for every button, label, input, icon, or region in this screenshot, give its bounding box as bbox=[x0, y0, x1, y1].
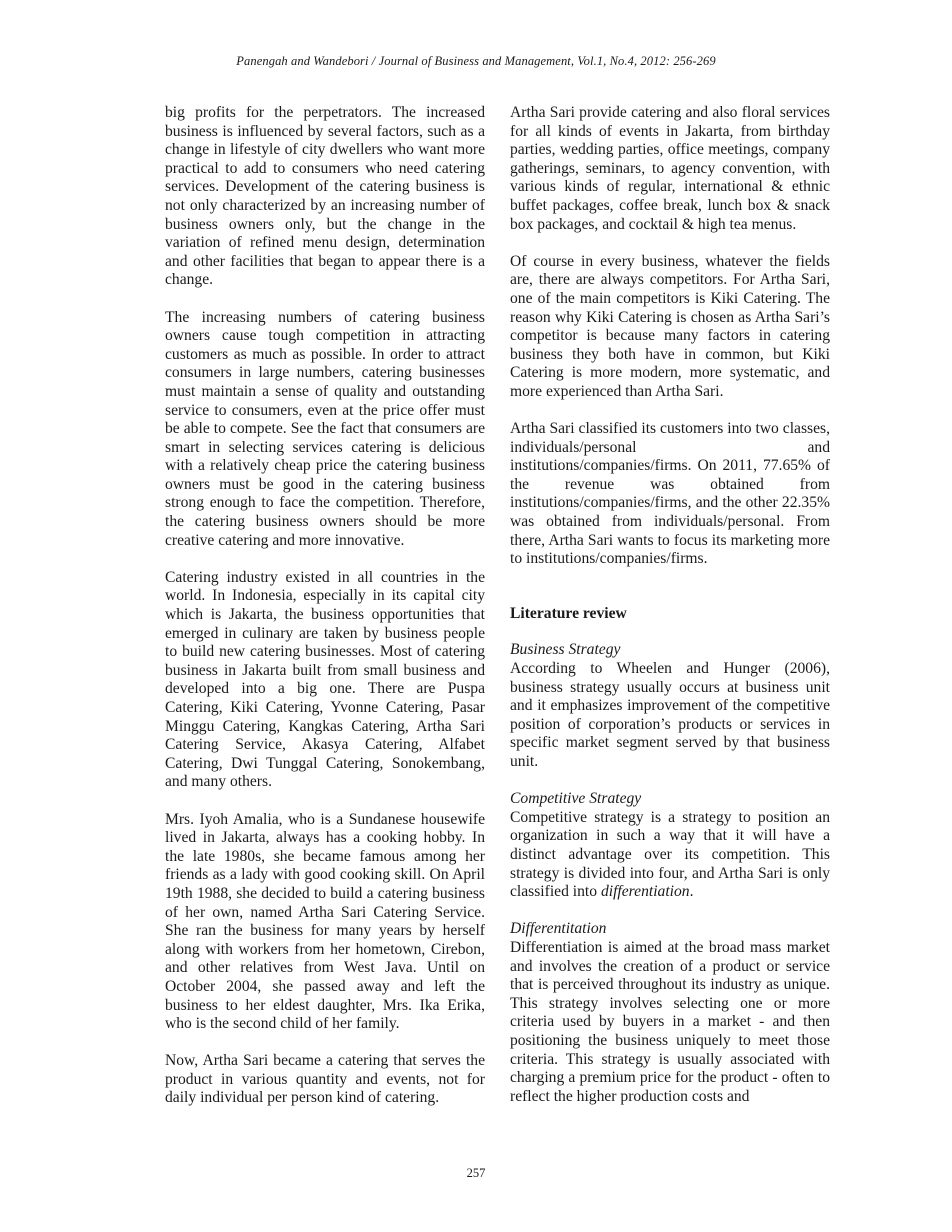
body-paragraph: big profits for the perpetrators. The increased business is influenced by several factors, such as a change in lifestyle of city dwellers who want more practical to add to consumers who need catering services. Development of the catering business is not only characterized by an increasing number of business owners only, but the change in the variation of refined menu design, determination and other facilities that began to appear there is a change. bbox=[165, 104, 485, 289]
subheading-business-strategy: Business Strategy bbox=[510, 641, 621, 659]
body-paragraph: Mrs. Iyoh Amalia, who is a Sundanese housewife lived in Jakarta, always has a cooking hobby. In the late 1980s, she became famous among her friends as a lady with good cooking skill. On April 19th 1988, she decided to build a catering business of her own, named Artha Sari Catering Service. She ran the business for many years by herself along with workers from her hometown, Cirebon, and other relatives from West Java. Until on October 2004, she passed away and left the business to her eldest daughter, Mrs. Ika Erika, who is the second child of her family. bbox=[165, 810, 485, 1033]
subheading-competitive-strategy: Competitive Strategy bbox=[510, 790, 642, 808]
body-paragraph: Artha Sari provide catering and also floral services for all kinds of events in Jakarta, from birthday parties, wedding parties, office meetings, company gatherings, seminars, to agency convention, with various kinds of regular, international & ethnic buffet packages, coffee break, lunch box & snack box packages, and cocktail & high tea menus. bbox=[510, 104, 830, 233]
subsection-paragraph bbox=[510, 809, 830, 902]
emphasized-term: differentiation bbox=[600, 883, 690, 901]
body-paragraph: Of course in every business, whatever the fields are, there are always competitors. For Artha Sari, one of the main competitors is Kiki Catering. The reason why Kiki Catering is chosen as Artha Sari’s competitor is because many factors in catering business they both have in common, but Kiki Catering is more modern, more systematic, and more experienced than Artha Sari. bbox=[510, 252, 830, 400]
body-paragraph: Catering industry existed in all countries in the world. In Indonesia, especially in its capital city which is Jakarta, the business opportunities that emerged in culinary are taken by business people to build new catering businesses. Most of catering business in Jakarta built from small business and developed into a big one. There are Puspa Catering, Kiki Catering, Yvonne Catering, Pasar Minggu Catering, Kangkas Catering, Artha Sari Catering Service, Akasya Catering, Alfabet Catering, Dwi Tunggal Catering, Sonokembang, and many others. bbox=[165, 568, 485, 791]
subsection-paragraph: According to Wheelen and Hunger (2006), business strategy usually occurs at business unit and it emphasizes improvement of the competitive position of corporation’s products or services in specific market segment served by that business unit. bbox=[510, 660, 830, 770]
right-column bbox=[510, 104, 830, 1125]
subheading-differentiation: Differentitation bbox=[510, 920, 607, 938]
subsection-text: Competitive strategy is a strategy to position an organization in such a way that it will have a distinct advantage over its competition. This strategy is divided into four, and Artha Sari is only classified into bbox=[510, 808, 830, 901]
body-paragraph: Now, Artha Sari became a catering that serves the product in various quantity and events, not for daily individual per person kind of catering. bbox=[165, 1052, 485, 1107]
running-header: Panengah and Wandebori / Journal of Business and Management, Vol.1, No.4, 2012: 256-269 bbox=[236, 54, 716, 68]
page-number: 257 bbox=[466, 1166, 486, 1180]
body-paragraph: The increasing numbers of catering business owners cause tough competition in attracting customers as much as possible. In order to attract consumers in large numbers, catering businesses must maintain a sense of quality and outstanding service to consumers, even at the price offer must be able to compete. See the fact that consumers are smart in selecting services catering is delicious with a relatively cheap price the catering business owners must be good in the catering business strong enough to face the competition. Therefore, the catering business owners should be more creative catering and more innovative. bbox=[165, 308, 485, 549]
left-column bbox=[165, 104, 485, 1108]
section-heading-literature-review: Literature review bbox=[510, 604, 627, 622]
body-paragraph: Artha Sari classified its customers into two classes, individuals/personal and institutions/companies/firms. On 2011, 77.65% of the revenue was obtained from institutions/companies/firms, and the other 22.35% was obtained from individuals/personal. From there, Artha Sari wants to focus its marketing more to institutions/companies/firms. bbox=[510, 420, 830, 568]
subsection-paragraph: Differentiation is aimed at the broad mass market and involves the creation of a product or service that is perceived throughout its industry as unique. This strategy involves selecting one or more criteria used by buyers in a market - and then positioning the business uniquely to meet those criteria. This strategy is usually associated with charging a premium price for the product - often to reflect the higher production costs and bbox=[510, 938, 830, 1105]
subsection-text-end: . bbox=[689, 883, 694, 901]
